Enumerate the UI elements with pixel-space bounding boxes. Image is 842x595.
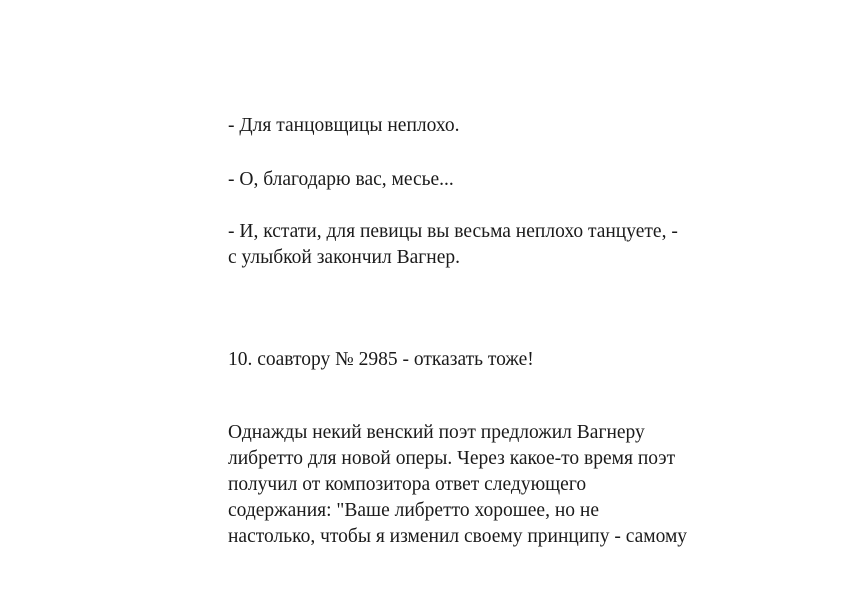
text-line: - И, кстати, для певицы вы весьма неплохо танцуете, - <box>228 221 678 242</box>
story-paragraph <box>228 420 748 550</box>
text-line: содержания: "Ваше либретто хорошее, но не <box>228 500 599 521</box>
heading-text: 10. соавтору № 2985 - отказать тоже! <box>228 349 534 370</box>
text-line: - О, благодарю вас, месье... <box>228 169 454 190</box>
text-line: с улыбкой закончил Вагнер. <box>228 247 460 268</box>
dialogue-paragraph-3 <box>228 219 748 271</box>
text-line: либретто для новой оперы. Через какое-то время поэт <box>228 448 676 469</box>
section-heading <box>228 347 748 373</box>
dialogue-paragraph-1 <box>228 113 748 139</box>
text-line: настолько, чтобы я изменил своему принципу - самому <box>228 526 688 547</box>
text-line: - Для танцовщицы неплохо. <box>228 115 460 136</box>
dialogue-paragraph-2 <box>228 167 748 193</box>
text-line: Однажды некий венский поэт предложил Вагнеру <box>228 422 645 443</box>
text-line: получил от композитора ответ следующего <box>228 474 587 495</box>
